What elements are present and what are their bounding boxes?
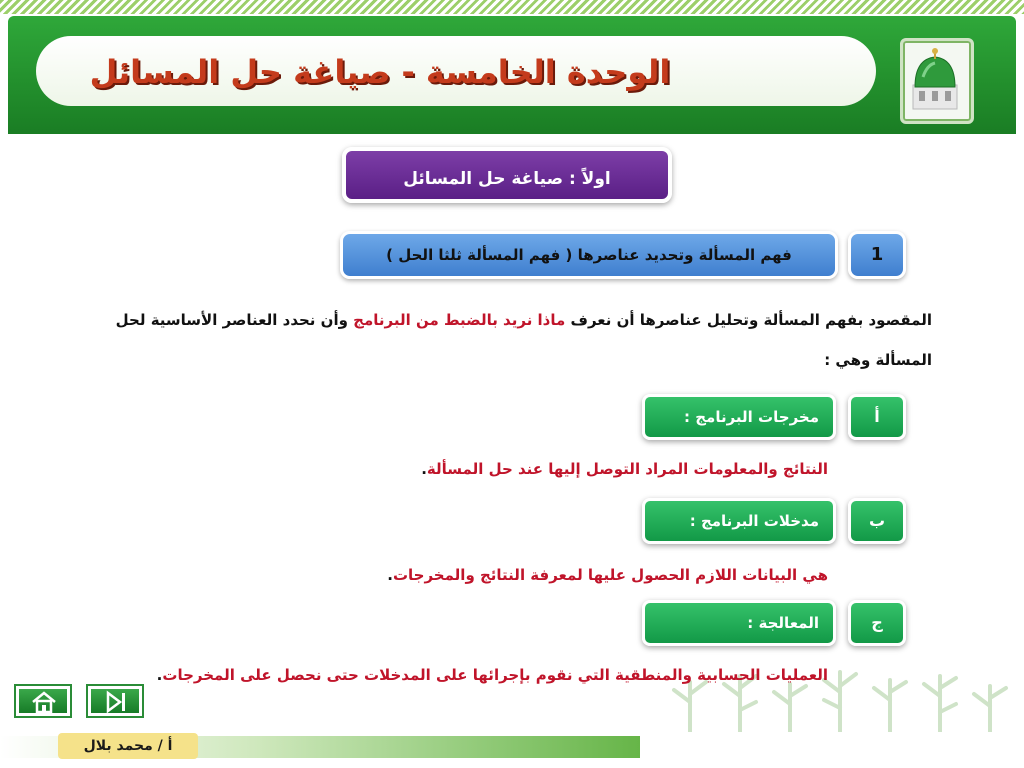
item-description-dot: .	[156, 666, 163, 684]
next-icon	[102, 690, 130, 714]
intro-paragraph	[108, 300, 932, 380]
item-label-inputs: مدخلات البرنامج :	[642, 498, 836, 544]
item-letter-b: ب	[848, 498, 906, 544]
item-description-processing	[157, 666, 828, 684]
top-decorative-stripe	[0, 0, 1024, 14]
intro-highlight: ماذا نريد بالضبط من البرنامج	[353, 311, 566, 329]
mosque-dome-icon	[900, 38, 974, 124]
item-description-text: العمليات الحسابية والمنطقية التي نقوم بإجرائها على المدخلات حتى نحصل على المخرجات	[162, 666, 828, 684]
item-label-processing: المعالجة :	[642, 600, 836, 646]
item-description-text: النتائج والمعلومات المراد التوصل إليها عند حل المسألة	[426, 460, 828, 478]
item-description-outputs	[421, 460, 828, 478]
item-label-outputs: مخرجات البرنامج :	[642, 394, 836, 440]
item-letter-a: أ	[848, 394, 906, 440]
section-title: اولاً : صياغة حل المسائل	[342, 147, 672, 203]
author-credit: أ / محمد بلال	[58, 733, 198, 759]
home-icon	[30, 690, 58, 714]
step-label: فهم المسألة وتحديد عناصرها ( فهم المسألة ثلثا الحل )	[340, 231, 838, 279]
step-number-badge: 1	[848, 231, 906, 279]
home-button[interactable]	[14, 684, 72, 718]
next-button[interactable]	[86, 684, 144, 718]
item-description-inputs	[387, 566, 828, 584]
page-title: الوحدة الخامسة - صياغة حل المسائل	[89, 53, 671, 91]
intro-text-part1: المقصود بفهم المسألة وتحليل عناصرها أن نعرف	[565, 311, 932, 329]
item-description-dot: .	[387, 566, 393, 584]
intro-text-part2: وأن نحدد العناصر الأساسية لحل المسألة وهي :	[115, 311, 932, 369]
item-description-text: هي البيانات اللازم الحصول عليها لمعرفة النتائج والمخرجات	[392, 566, 828, 584]
item-description-dot: .	[421, 460, 427, 478]
item-letter-c: ج	[848, 600, 906, 646]
